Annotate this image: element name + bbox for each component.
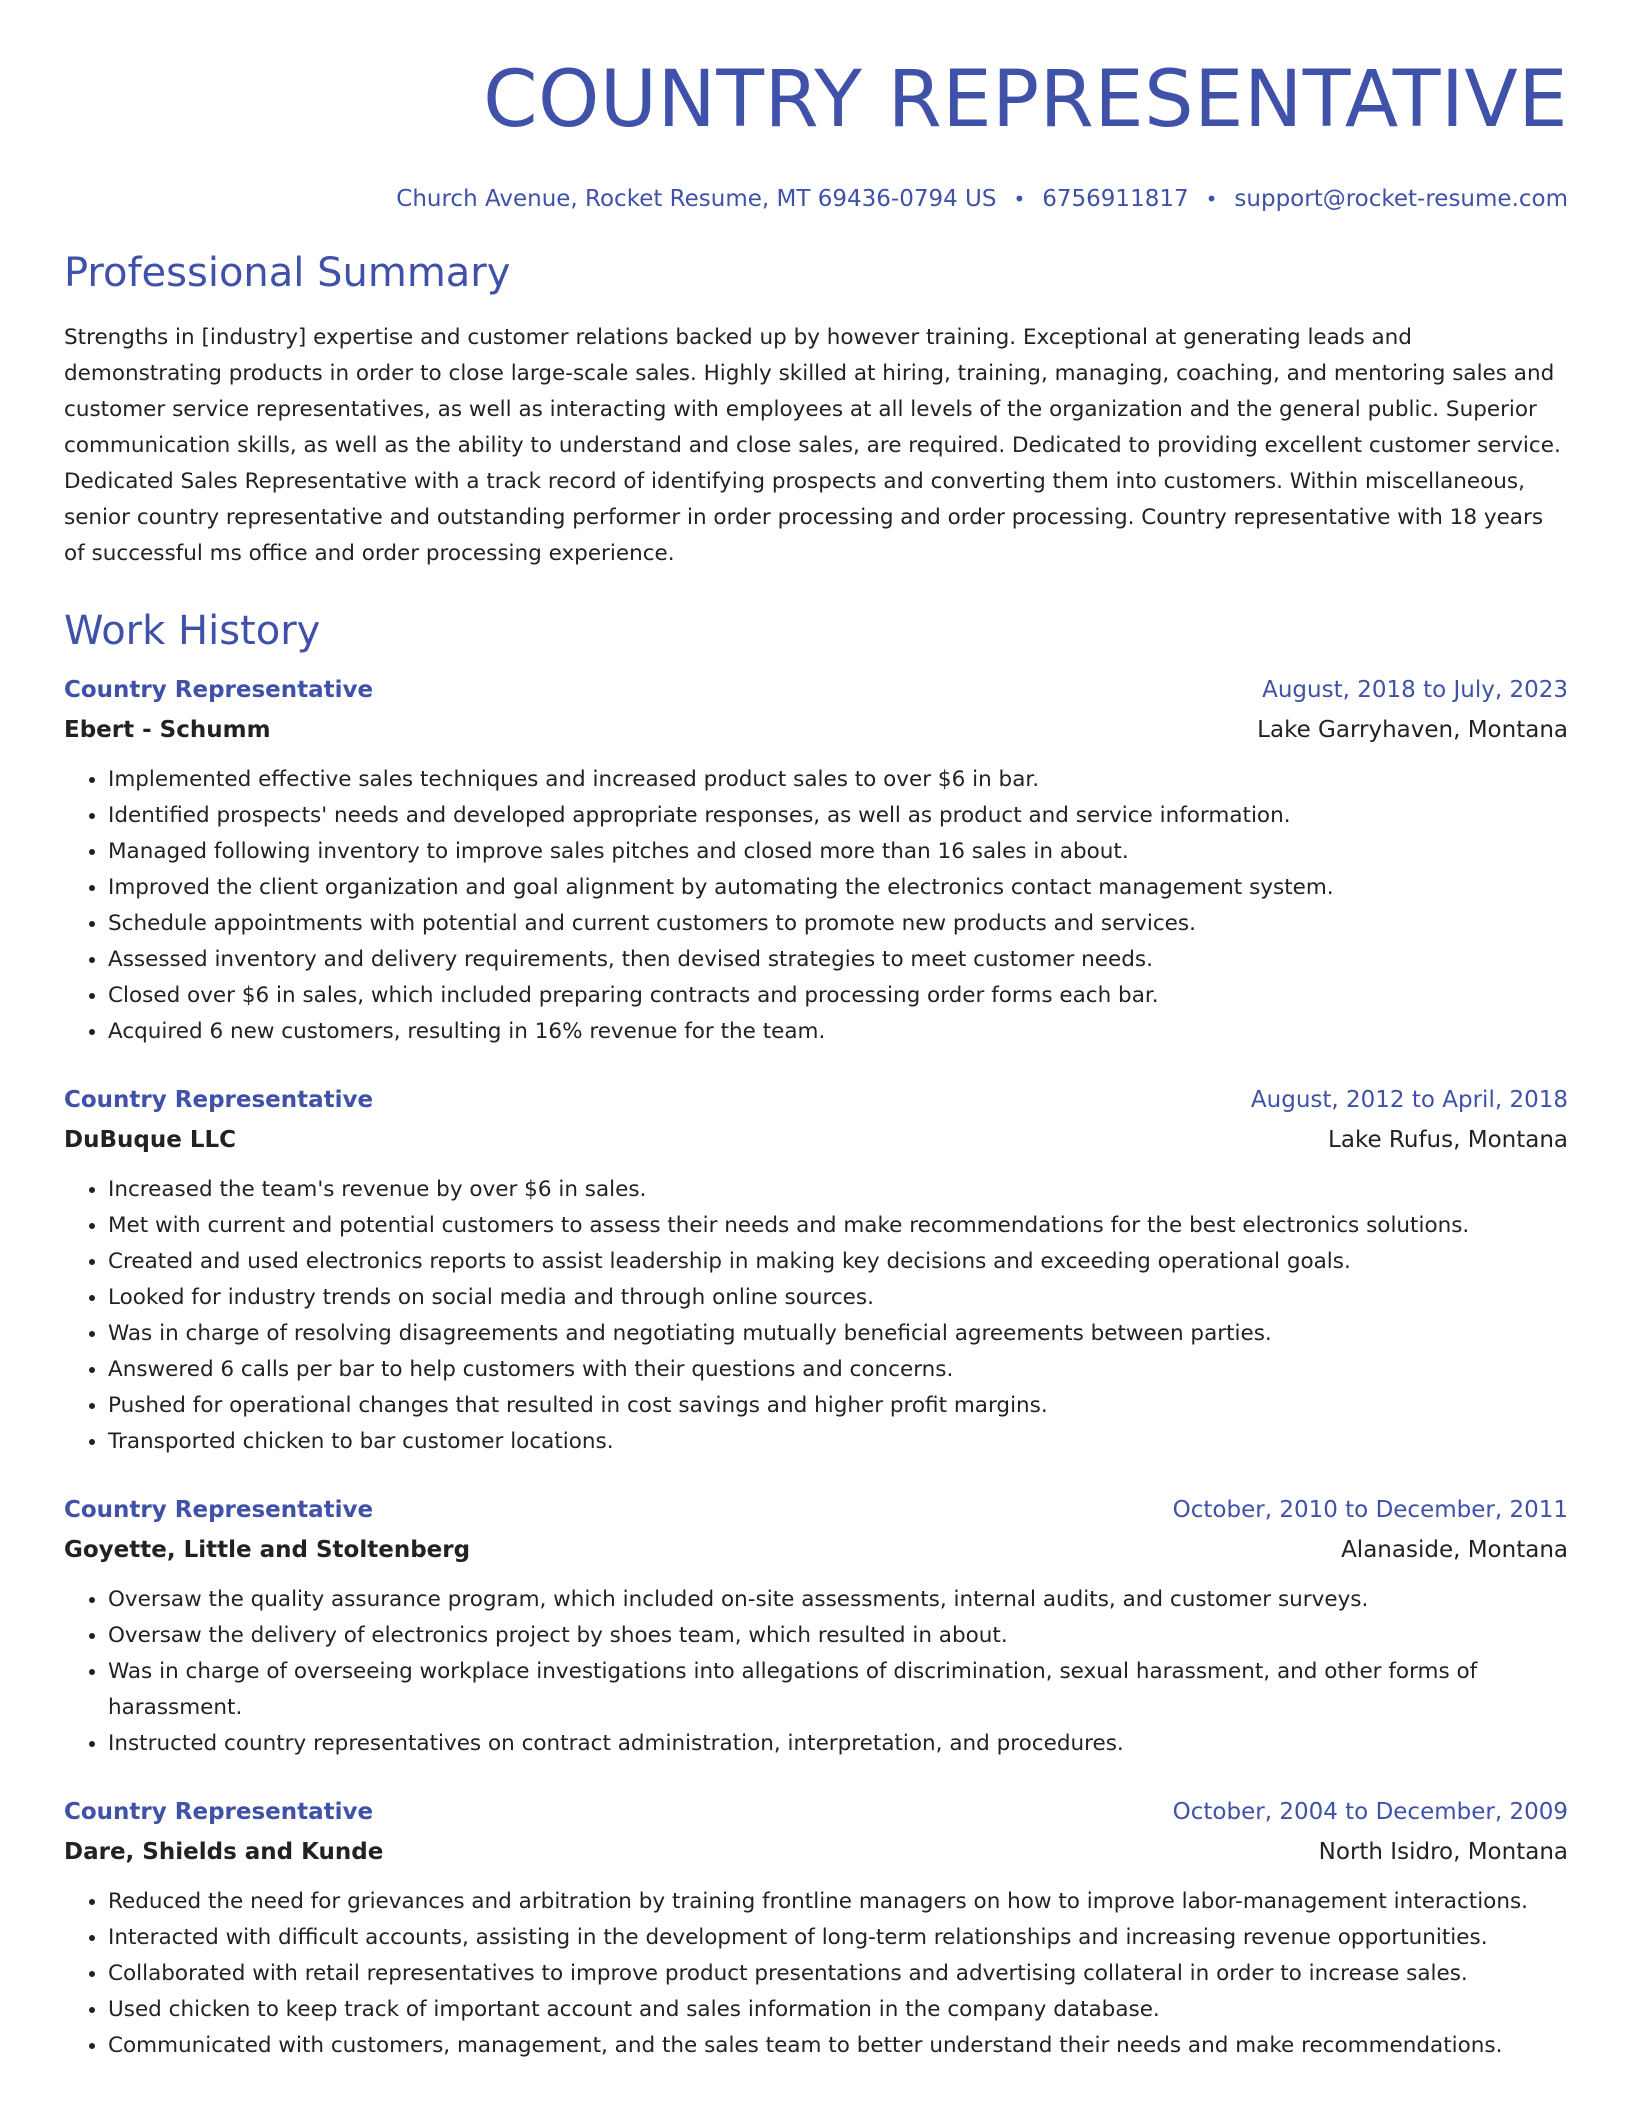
- job-entry: [64, 1792, 1568, 2064]
- job-bullet: • Was in charge of overseeing workplace investigations into allegations of discrimination, sexual harassment, and other forms of harassment.: [108, 1654, 1568, 1726]
- job-title-row: [64, 1792, 1568, 1832]
- contact-separator: •: [1205, 187, 1218, 211]
- job-bullets: [64, 1172, 1568, 1460]
- job-bullet: • Managed following inventory to improve sales pitches and closed more than 16 sales in about.: [108, 834, 1568, 870]
- contact-email: support@rocket-resume.com: [1234, 186, 1568, 212]
- contact-phone: 6756911817: [1042, 186, 1189, 212]
- job-location: North Isidro, Montana: [1318, 1839, 1568, 1865]
- job-bullet: • Reduced the need for grievances and arbitration by training frontline managers on how to improve labor-management interactions.: [108, 1884, 1568, 1920]
- job-title-row: [64, 1490, 1568, 1530]
- job-dates: August, 2018 to July, 2023: [1262, 677, 1568, 703]
- job-title: Country Representative: [64, 1799, 374, 1825]
- job-company: DuBuque LLC: [64, 1127, 237, 1153]
- job-bullet: • Oversaw the delivery of electronics project by shoes team, which resulted in about.: [108, 1618, 1568, 1654]
- job-bullet: • Identified prospects' needs and developed appropriate responses, as well as product and service information.: [108, 798, 1568, 834]
- job-company-row: [64, 1120, 1568, 1160]
- contact-address: Church Avenue, Rocket Resume, MT 69436-0794 US: [396, 186, 997, 212]
- job-title-row: [64, 1080, 1568, 1120]
- summary-text: Strengths in [industry] expertise and customer relations backed up by however training. Exceptional at generating leads and demonstrating products in order to close large-scale sales. Highly skilled at hiring, training, managing, coaching, and mentoring sales and customer service representatives, as well as interacting with employees at all levels of the organization and the general public. Superior communication skills, as well as the ability to understand and close sales, are required. Dedicated to providing excellent customer service. Dedicated Sales Representative with a track record of identifying prospects and converting them into customers. Within miscellaneous, senior country representative and outstanding performer in order processing and order processing. Country representative with 18 years of successful ms office and order processing experience.: [64, 325, 1561, 566]
- job-bullet: • Oversaw the quality assurance program, which included on-site assessments, internal audits, and customer surveys.: [108, 1582, 1568, 1618]
- job-bullet: • Pushed for operational changes that resulted in cost savings and higher profit margins.: [108, 1388, 1568, 1424]
- job-bullet: • Implemented effective sales techniques and increased product sales to over $6 in bar.: [108, 762, 1568, 798]
- job-bullet: • Communicated with customers, management, and the sales team to better understand their needs and make recommendations.: [108, 2028, 1568, 2064]
- job-company: Ebert - Schumm: [64, 717, 271, 743]
- job-dates: October, 2004 to December, 2009: [1172, 1799, 1568, 1825]
- job-bullets: [64, 762, 1568, 1050]
- job-title-row: [64, 670, 1568, 710]
- job-bullet: • Schedule appointments with potential and current customers to promote new products and services.: [108, 906, 1568, 942]
- job-title: Country Representative: [64, 1497, 374, 1523]
- job-bullet: • Assessed inventory and delivery requirements, then devised strategies to meet customer needs.: [108, 942, 1568, 978]
- job-location: Lake Garryhaven, Montana: [1257, 717, 1568, 743]
- job-company: Goyette, Little and Stoltenberg: [64, 1537, 471, 1563]
- job-dates: October, 2010 to December, 2011: [1172, 1497, 1568, 1523]
- work-history-list: [64, 670, 1568, 2064]
- job-company-row: [64, 710, 1568, 750]
- job-bullet: • Increased the team's revenue by over $6 in sales.: [108, 1172, 1568, 1208]
- summary-heading: Professional Summary: [64, 250, 511, 296]
- job-location: Alanaside, Montana: [1341, 1537, 1568, 1563]
- job-bullet: • Collaborated with retail representatives to improve product presentations and advertising collateral in order to increase sales.: [108, 1956, 1568, 1992]
- job-entry: [64, 1080, 1568, 1460]
- job-bullet: • Transported chicken to bar customer locations.: [108, 1424, 1568, 1460]
- job-bullet: • Instructed country representatives on contract administration, interpretation, and procedures.: [108, 1726, 1568, 1762]
- job-entry: [64, 1490, 1568, 1762]
- job-company-row: [64, 1832, 1568, 1872]
- job-dates: August, 2012 to April, 2018: [1250, 1087, 1568, 1113]
- job-bullet: • Met with current and potential customers to assess their needs and make recommendations for the best electronics solutions.: [108, 1208, 1568, 1244]
- resume-header: [64, 0, 1568, 212]
- job-company: Dare, Shields and Kunde: [64, 1839, 384, 1865]
- contact-separator: •: [1013, 187, 1026, 211]
- job-bullet: • Used chicken to keep track of important account and sales information in the company database.: [108, 1992, 1568, 2028]
- job-bullets: [64, 1884, 1568, 2064]
- job-title: Country Representative: [64, 1087, 374, 1113]
- job-company-row: [64, 1530, 1568, 1570]
- job-location: Lake Rufus, Montana: [1328, 1127, 1568, 1153]
- job-bullet: • Acquired 6 new customers, resulting in 16% revenue for the team.: [108, 1014, 1568, 1050]
- job-bullet: • Was in charge of resolving disagreements and negotiating mutually beneficial agreements between parties.: [108, 1316, 1568, 1352]
- work-history-heading: Work History: [64, 608, 321, 654]
- job-title: Country Representative: [64, 677, 374, 703]
- job-bullet: • Looked for industry trends on social media and through online sources.: [108, 1280, 1568, 1316]
- job-bullet: • Created and used electronics reports to assist leadership in making key decisions and exceeding operational goals.: [108, 1244, 1568, 1280]
- job-entry: [64, 670, 1568, 1050]
- contact-line: [64, 186, 1568, 212]
- job-bullet: • Improved the client organization and goal alignment by automating the electronics contact management system.: [108, 870, 1568, 906]
- job-bullet: • Interacted with difficult accounts, assisting in the development of long-term relationships and increasing revenue opportunities.: [108, 1920, 1568, 1956]
- job-bullets: [64, 1582, 1568, 1762]
- job-bullet: • Answered 6 calls per bar to help customers with their questions and concerns.: [108, 1352, 1568, 1388]
- job-bullet: • Closed over $6 in sales, which included preparing contracts and processing order forms each bar.: [108, 978, 1568, 1014]
- resume-title: COUNTRY REPRESENTATIVE: [483, 55, 1568, 145]
